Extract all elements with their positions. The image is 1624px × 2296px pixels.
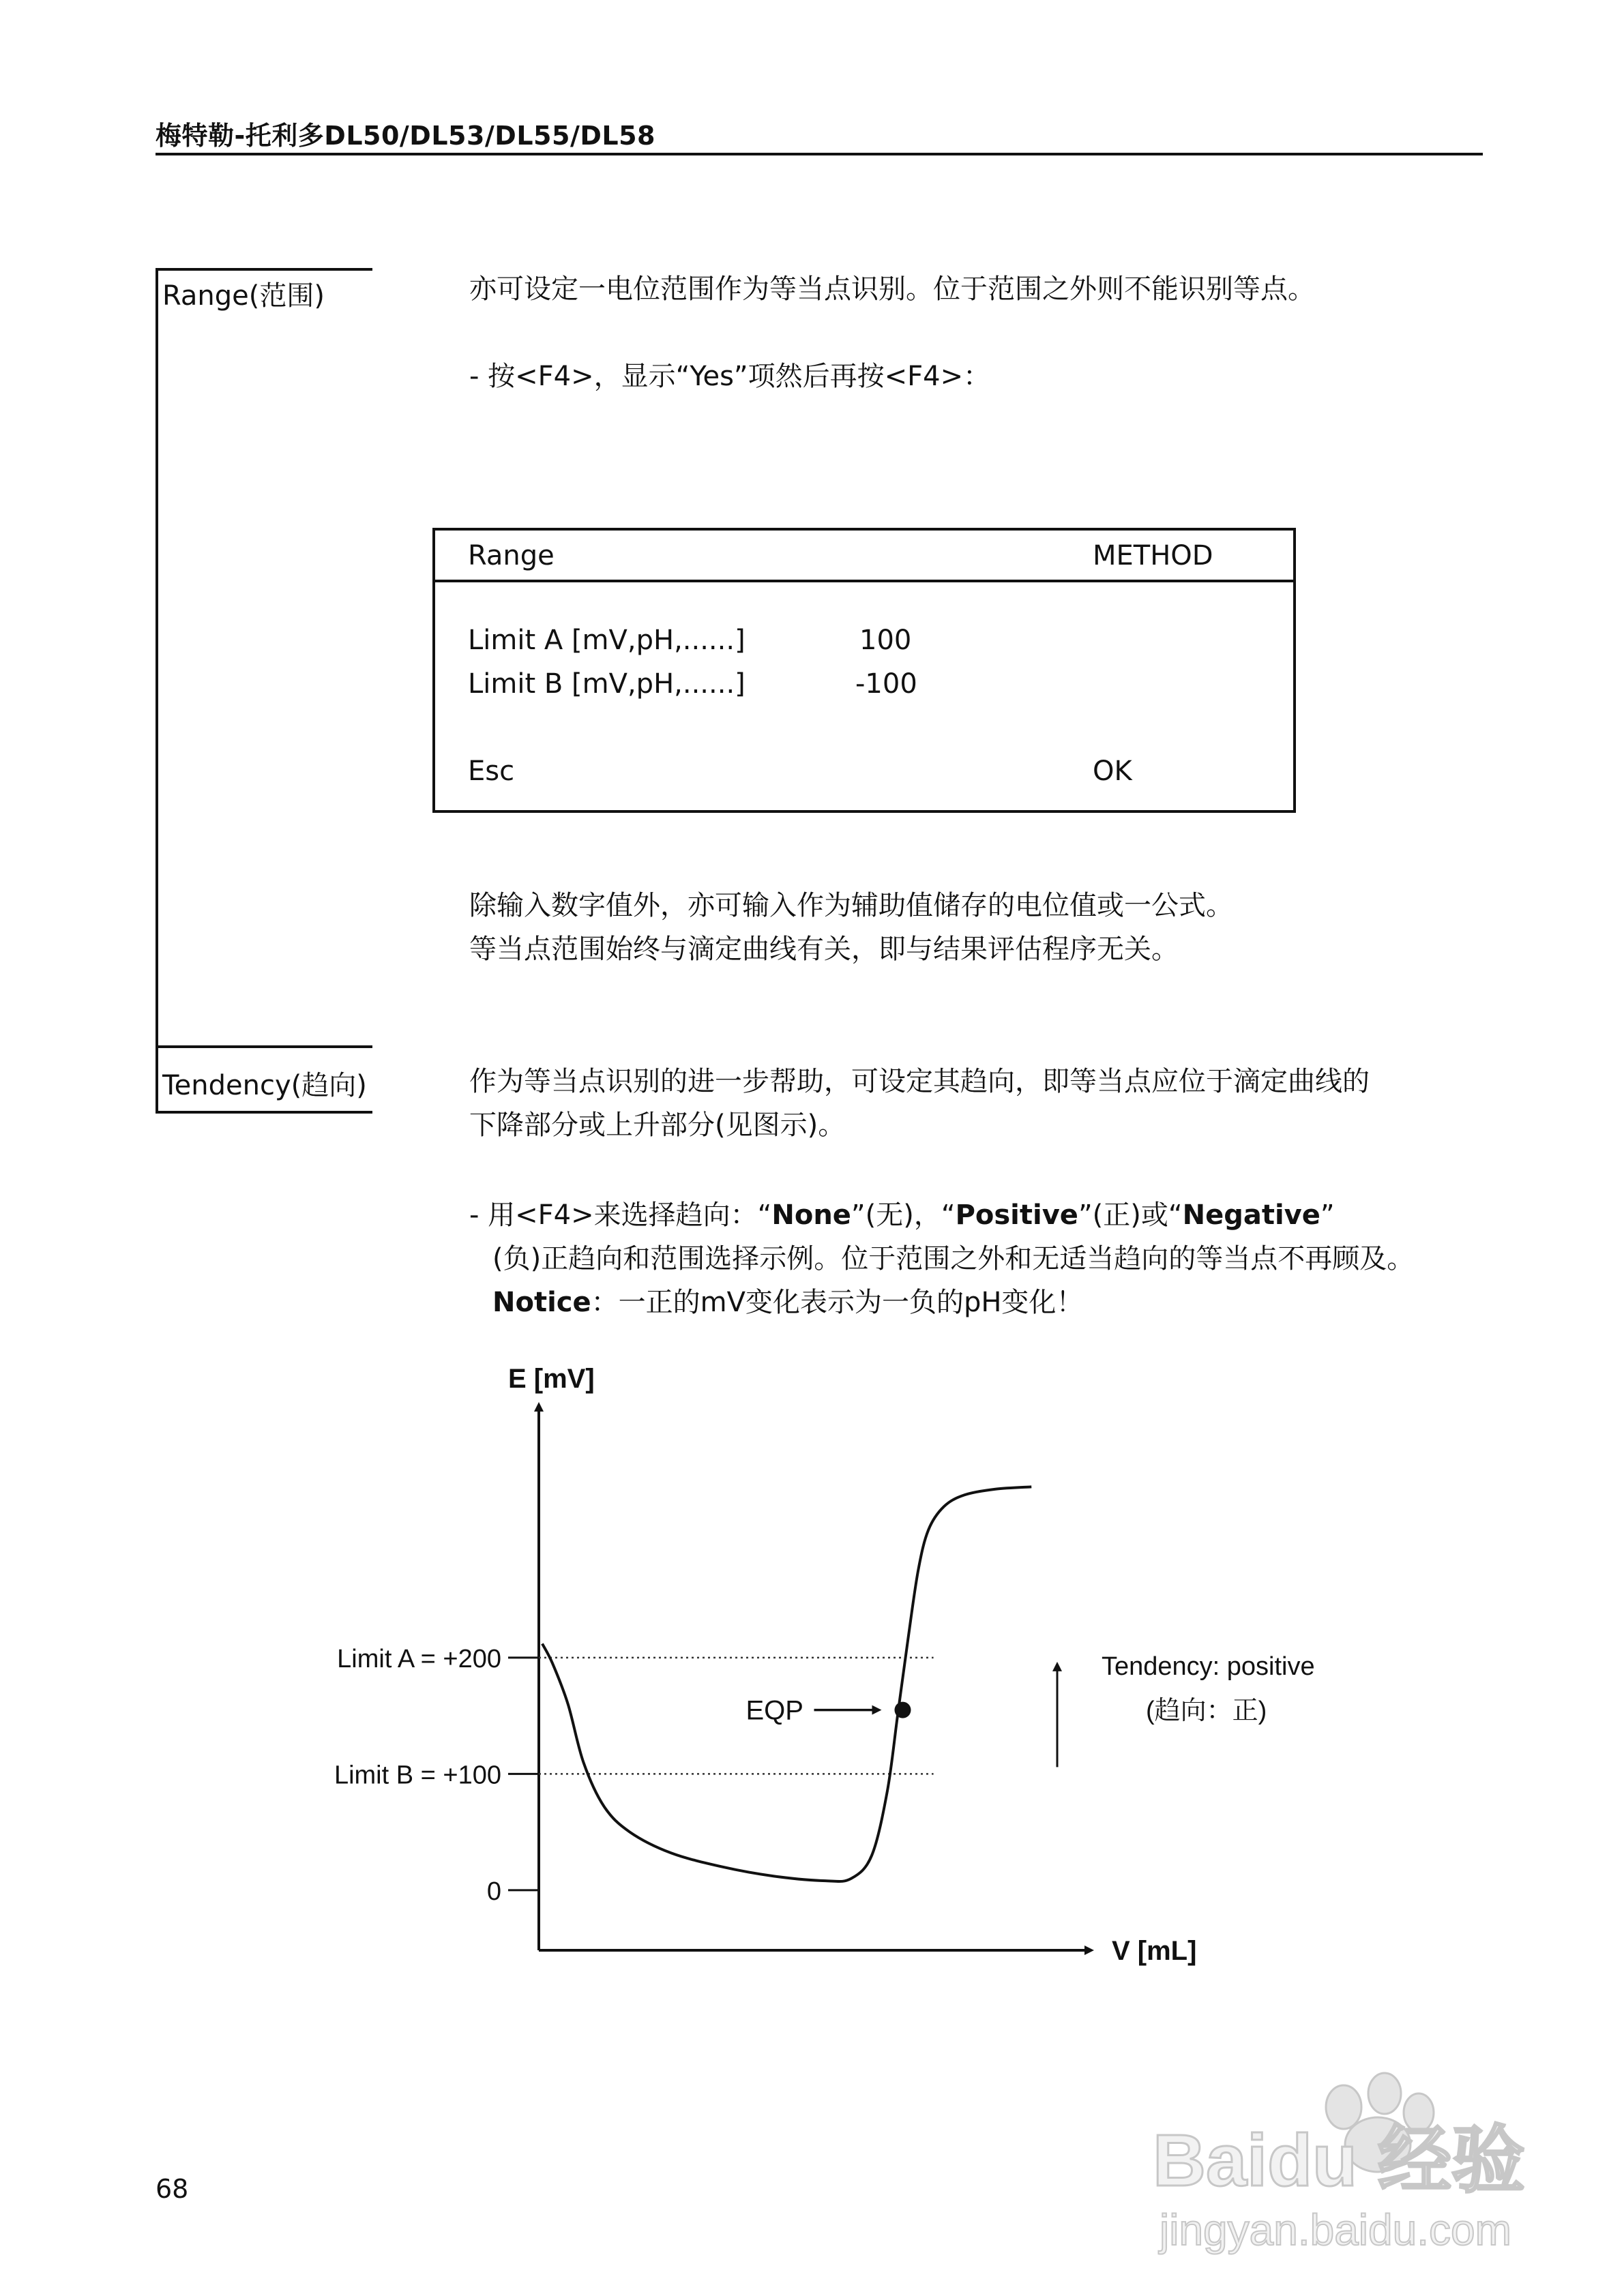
screen-row-limit-a-label: Limit A [mV,pH,......] bbox=[468, 625, 745, 656]
tendency-annotation-line2: (趋向：正) bbox=[1146, 1696, 1267, 1725]
tendency-section-label: Tendency(趋向) bbox=[162, 1070, 367, 1101]
instrument-screen bbox=[432, 528, 1296, 813]
screen-row-limit-b-label: Limit B [mV,pH,......] bbox=[468, 668, 745, 700]
screen-row-limit-a-value[interactable]: 100 bbox=[859, 625, 912, 656]
tendency-step-line2: (负)正趋向和范围选择示例。位于范围之外和无适当趋向的等当点不再顾及。 bbox=[492, 1243, 1415, 1274]
tendency-intro-line2: 下降部分或上升部分(见图示)。 bbox=[469, 1109, 846, 1141]
screen-title: Range bbox=[468, 540, 555, 571]
option-negative: Negative bbox=[1182, 1199, 1320, 1231]
tendency-notice bbox=[492, 1281, 1488, 1324]
screen-ok-softkey[interactable]: OK bbox=[1093, 756, 1132, 787]
range-intro: 亦可设定一电位范围作为等当点识别。位于范围之外则不能识别等点。 bbox=[469, 273, 1315, 305]
screen-esc-softkey[interactable]: Esc bbox=[468, 756, 515, 787]
range-sidebar-box bbox=[156, 268, 372, 1114]
y-axis-label: E [mV] bbox=[508, 1364, 595, 1394]
document-header-title: 梅特勒-托利多DL50/DL53/DL55/DL58 bbox=[156, 121, 655, 151]
watermark-url-text: jingyan.baidu.com bbox=[1160, 2205, 1511, 2254]
notice-text: ：一正的mV变化表示为一负的pH变化！ bbox=[591, 1287, 1084, 1318]
header-rule bbox=[156, 153, 1483, 155]
notice-label: Notice bbox=[492, 1287, 591, 1318]
step-prefix: - 用<F4>来选择趋向：“ bbox=[469, 1199, 772, 1231]
range-note-line1: 除输入数字值外，亦可输入作为辅助值储存的电位值或一公式。 bbox=[469, 890, 1233, 921]
option-none: None bbox=[771, 1199, 851, 1231]
eqp-point bbox=[895, 1702, 911, 1718]
step-mid2: ”(正)或“ bbox=[1078, 1199, 1183, 1231]
tendency-intro-line1: 作为等当点识别的进一步帮助，可设定其趋向，即等当点应位于滴定曲线的 bbox=[469, 1066, 1370, 1097]
chart-axes bbox=[508, 1364, 1196, 1966]
tendency-annotation-line1: Tendency: positive bbox=[1102, 1652, 1315, 1681]
annotation-group bbox=[1057, 1652, 1315, 1767]
screen-row-limit-b-value[interactable]: -100 bbox=[855, 668, 917, 700]
eqp-label: EQP bbox=[745, 1695, 803, 1726]
y-tick-label-1: Limit B = +100 bbox=[334, 1761, 501, 1790]
step-mid1: ”(无)，“ bbox=[851, 1199, 956, 1231]
option-positive: Positive bbox=[955, 1199, 1078, 1231]
screen-mode: METHOD bbox=[1093, 540, 1213, 571]
range-step: - 按<F4>，显示“Yes”项然后再按<F4>： bbox=[469, 361, 991, 392]
x-axis-label: V [mL] bbox=[1112, 1936, 1197, 1966]
curve-group bbox=[542, 1487, 1031, 1881]
y-tick-label-2: 0 bbox=[486, 1877, 501, 1906]
titration-chart bbox=[273, 1364, 1432, 2012]
page-number: 68 bbox=[156, 2174, 189, 2204]
y-tick-label-0: Limit A = +200 bbox=[337, 1644, 501, 1673]
tendency-step-line1 bbox=[469, 1193, 1492, 1237]
range-section-label: Range(范围) bbox=[162, 280, 325, 312]
y-tick-group bbox=[334, 1645, 539, 1906]
step-suffix: ” bbox=[1320, 1199, 1335, 1231]
titration-curve-line bbox=[542, 1487, 1031, 1881]
baidu-watermark-logo bbox=[1153, 2059, 1535, 2264]
watermark-brand-text: Baidu 经验 bbox=[1153, 2119, 1526, 2201]
range-note-line2: 等当点范围始终与滴定曲线有关，即与结果评估程序无关。 bbox=[469, 934, 1179, 965]
screen-header bbox=[435, 531, 1293, 582]
limit-reference-lines bbox=[539, 1658, 934, 1774]
